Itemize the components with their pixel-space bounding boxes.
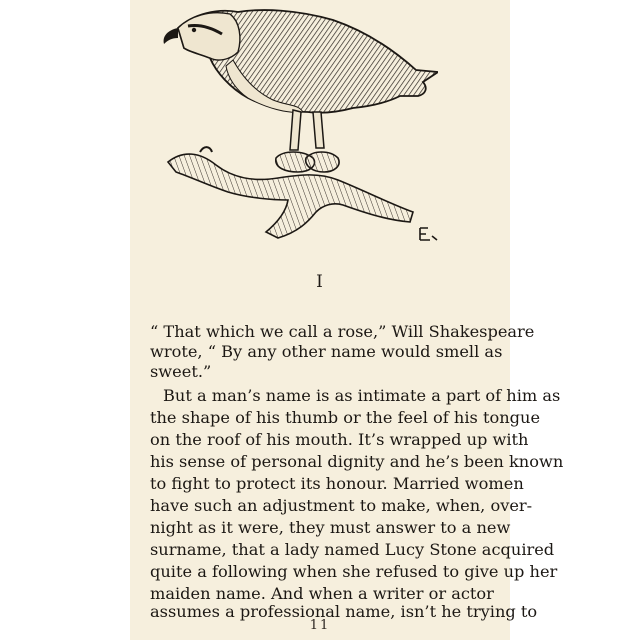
text-line-3: sweet.” xyxy=(150,362,212,381)
text-line-8: to fight to protect its honour. Married women xyxy=(150,474,524,493)
page-number: 11 xyxy=(309,618,331,633)
text-line-10: night as it were, they must answer to a new xyxy=(150,518,511,537)
text-line-7: his sense of personal dignity and he’s been known xyxy=(150,452,564,471)
text-line-13: maiden name. And when a writer or actor xyxy=(150,584,494,603)
text-line-5: the shape of his thumb or the feel of his tongue xyxy=(150,408,541,427)
text-line-2: wrote, “ By any other name would smell as xyxy=(150,342,503,361)
chapter-number: I xyxy=(316,272,324,292)
text-line-4: But a man’s name is as intimate a part of him as xyxy=(163,386,561,405)
text-line-12: quite a following when she refused to give up her xyxy=(150,562,558,581)
text-line-9: have such an adjustment to make, when, over- xyxy=(150,496,533,515)
text-line-6: on the roof of his mouth. It’s wrapped up with xyxy=(150,430,529,449)
text-line-14: assumes a professional name, isn’t he trying to xyxy=(150,602,538,621)
text-line-1: “ That which we call a rose,” Will Shakespeare xyxy=(150,322,535,341)
text-line-11: surname, that a lady named Lucy Stone acquired xyxy=(150,540,555,559)
